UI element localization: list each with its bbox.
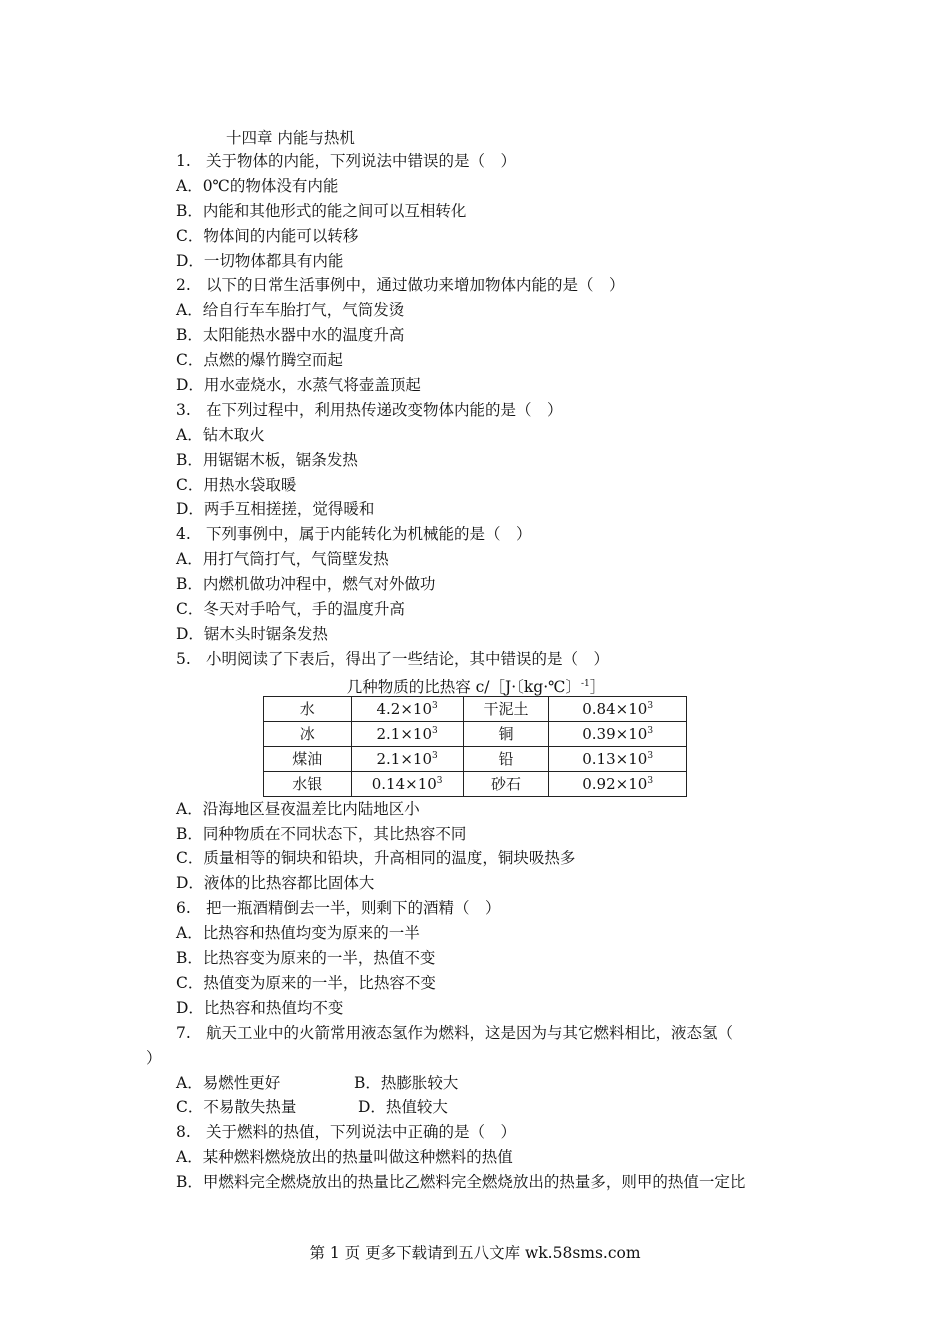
option: A．给自行车车胎打气，气筒发烫 (176, 301, 405, 320)
exponent: 3 (647, 700, 654, 711)
exponent: 3 (432, 750, 438, 761)
question-stem (176, 522, 816, 547)
question-stem (176, 273, 816, 298)
caption-superscript: -1 (581, 678, 590, 689)
question-text: 关于燃料的热值，下列说法中正确的是（ ） (206, 1123, 517, 1142)
question-number: 5. (176, 649, 191, 668)
question-text: 关于物体的内能，下列说法中错误的是（ ） (206, 152, 517, 170)
question-stem (176, 896, 816, 921)
specific-heat-value: $4.2\times 10^3$ (351, 696, 463, 721)
option: C．热值变为原来的一半，比热容不变 (176, 973, 436, 992)
exponent: 3 (432, 700, 438, 711)
exponent: 3 (647, 725, 654, 736)
option: D．两手互相搓搓，觉得暖和 (176, 500, 375, 519)
option: B．内燃机做功冲程中，燃气对外做功 (176, 575, 436, 594)
specific-heat-value: $0.39\times 10^3$ (549, 721, 687, 746)
option: A．沿海地区昼夜温差比内陆地区小 (176, 799, 420, 818)
question-text: 小明阅读了下表后，得出了一些结论，其中错误的是（ ） (206, 649, 610, 668)
substance-name: 冰 (264, 721, 352, 746)
option: B．比热容变为原来的一半，热值不变 (176, 949, 436, 968)
option: A．0℃的物体没有内能 (176, 176, 339, 195)
exponent: 3 (436, 775, 443, 786)
table-row (264, 721, 687, 746)
option: C．用热水袋取暖 (176, 475, 297, 494)
question-number: 2. (176, 276, 191, 295)
question-text: 以下的日常生活事例中，通过做功来增加物体内能的是（ ） (206, 276, 625, 295)
substance-name: 铅 (463, 746, 549, 771)
option: B．热膨胀较大 (354, 1073, 459, 1092)
table-row (264, 771, 687, 796)
substance-name: 干泥土 (463, 696, 549, 721)
option-row (176, 1071, 816, 1096)
question-text: 下列事例中，属于内能转化为机械能的是（ ） (206, 525, 532, 544)
substance-name: 煤油 (264, 746, 352, 771)
question-text: 把一瓶酒精倒去一半，则剩下的酒精（ ） (206, 899, 501, 918)
exponent: 3 (432, 725, 438, 736)
specific-heat-value: $2.1\times 10^3$ (351, 721, 463, 746)
specific-heat-value: $0.13\times 10^3$ (549, 746, 687, 771)
substance-name: 铜 (463, 721, 549, 746)
option: A．比热容和热值均变为原来的一半 (176, 924, 420, 943)
option: D．一切物体都具有内能 (176, 251, 344, 270)
option: A．某种燃料燃烧放出的热量叫做这种燃料的热值 (176, 1148, 513, 1167)
question-stem (176, 1120, 816, 1145)
specific-heat-value: $0.84\times 10^3$ (549, 696, 687, 721)
table-caption: 几种物质的比热容 c/［J·〔kg·℃〕$^{-1}$］ (346, 677, 606, 696)
exponent: 3 (647, 775, 654, 786)
option: A．钻木取火 (176, 425, 265, 444)
question-text: 在下列过程中，利用热传递改变物体内能的是（ ） (206, 400, 563, 419)
option: B．用锯锯木板，锯条发热 (176, 450, 358, 469)
chapter-title: 十四章 内能与热机 (226, 129, 355, 147)
exponent: 3 (647, 750, 654, 761)
option: A．易燃性更好 (176, 1073, 281, 1092)
option: B．内能和其他形式的能之间可以互相转化 (176, 201, 467, 220)
option-row (176, 1095, 816, 1120)
question-number: 6. (176, 899, 191, 918)
table-row (264, 696, 687, 721)
substance-name: 水银 (264, 771, 352, 796)
option: D．比热容和热值均不变 (176, 998, 344, 1017)
page-footer: 第 1 页 更多下载请到五八文库 wk.58sms.com (309, 1244, 641, 1262)
specific-heat-table (263, 696, 687, 797)
question-text: 航天工业中的火箭常用液态氢作为燃料，这是因为与其它燃料相比，液态氢（ (206, 1023, 734, 1042)
specific-heat-value: $2.1\times 10^3$ (351, 746, 463, 771)
option: B．甲燃料完全燃烧放出的热量比乙燃料完全燃烧放出的热量多，则甲的热值一定比 (176, 1173, 746, 1192)
substance-name: 砂石 (463, 771, 549, 796)
option: C．物体间的内能可以转移 (176, 226, 359, 245)
question-stem (176, 647, 816, 672)
option: C．不易散失热量 (176, 1098, 297, 1117)
option: C．质量相等的铜块和铅块，升高相同的温度，铜块吸热多 (176, 849, 576, 868)
question-text-tail: ） (146, 1048, 162, 1067)
question-list (146, 149, 816, 1195)
option: D．锯木头时锯条发热 (176, 624, 328, 643)
table-row (264, 746, 687, 771)
question-stem (176, 398, 816, 423)
specific-heat-value: $0.14\times 10^3$ (351, 771, 463, 796)
option: B．太阳能热水器中水的温度升高 (176, 326, 405, 345)
option: B．同种物质在不同状态下，其比热容不同 (176, 824, 467, 843)
specific-heat-value: $0.92\times 10^3$ (549, 771, 687, 796)
option: D．液体的比热容都比固体大 (176, 874, 375, 893)
question-stem (176, 149, 816, 174)
option: D．用水壶烧水，水蒸气将壶盖顶起 (176, 376, 421, 395)
option: C．点燃的爆竹腾空而起 (176, 351, 343, 370)
option: C．冬天对手哈气，手的温度升高 (176, 600, 405, 619)
question-number: 3. (176, 400, 191, 419)
option: D．热值较大 (358, 1098, 448, 1117)
question-number: 8. (176, 1123, 191, 1142)
question-stem (176, 1021, 816, 1046)
question-number: 1. (176, 152, 191, 170)
option: A．用打气筒打气，气筒壁发热 (176, 550, 389, 569)
question-number: 4. (176, 525, 191, 544)
substance-name: 水 (264, 696, 352, 721)
question-number: 7. (176, 1023, 191, 1042)
